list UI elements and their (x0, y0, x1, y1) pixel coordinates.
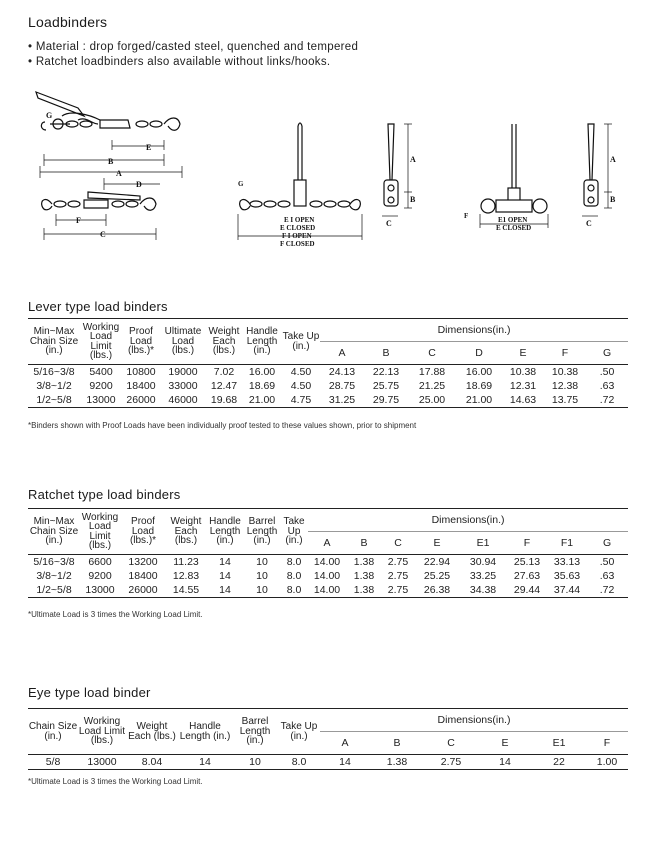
table-cell: 14.00 (308, 583, 346, 598)
lever-label-b: B (108, 157, 114, 166)
table-cell: 8.04 (126, 755, 178, 770)
table-cell: 22.94 (414, 555, 460, 570)
table-cell: 25.25 (423, 569, 451, 582)
table-cell: .72 (586, 393, 628, 408)
table-cell: 8.0 (280, 583, 308, 598)
ratchet-dim-header: B (360, 537, 368, 549)
table-cell: 21.25 (418, 379, 446, 392)
lever-header-handle: Handle Length (in.) (242, 319, 282, 365)
table-row (28, 583, 628, 598)
table-cell: 3/8~1/2 (36, 379, 72, 392)
bullet-ratchet-note: • Ratchet loadbinders also available without links/hooks. (28, 56, 331, 68)
ratchet-footnote: *Ultimate Load is 3 times the Working Load Limit. (28, 610, 203, 619)
table-cell: 14.55 (166, 583, 206, 598)
lever-spec-table (28, 318, 628, 408)
lever-label-g: G (46, 111, 53, 120)
table-cell: 1.38 (370, 755, 424, 770)
eye-header-takeup: Take Up (in.) (278, 709, 320, 755)
table-cell: 12.31 (509, 379, 537, 392)
table-cell: 31.25 (320, 393, 364, 408)
ratchet-label-f-closed: F CLOSED (280, 240, 315, 248)
table-cell: 26000 (120, 583, 166, 598)
table-cell: 18.69 (465, 379, 493, 392)
table-cell: 3/8~1/2 (36, 569, 72, 582)
lever-dim-header: F (561, 347, 569, 359)
lever-header-takeup: Take Up (in.) (282, 319, 320, 365)
table-cell: 13000 (78, 755, 126, 770)
eye-label-f: F (464, 212, 469, 220)
table-cell: 46000 (160, 393, 206, 408)
table-cell: 9200 (89, 379, 113, 392)
table-cell: .63 (599, 379, 615, 392)
table-cell: 12.38 (551, 379, 579, 392)
table-cell: 21.00 (456, 393, 502, 408)
lever-header-dimensions: Dimensions(in.) (320, 319, 628, 342)
ratchet-dim-header: F1 (560, 537, 574, 549)
table-cell: 19000 (160, 365, 206, 380)
ratchet-dim-header: E1 (476, 537, 490, 549)
table-cell: 14 (178, 755, 232, 770)
table-cell: 14 (219, 569, 231, 582)
ratchet-dim-header: E (433, 537, 441, 549)
ratchet-dim-header: C (394, 537, 402, 549)
table-cell: 10 (244, 555, 280, 570)
ratchet-label-g: G (238, 180, 244, 188)
table-cell: 4.50 (290, 379, 312, 392)
table-cell: 12.83 (172, 569, 200, 582)
table-cell: 9200 (88, 569, 112, 582)
eye-dim-header: C (447, 737, 455, 749)
table-cell: 8.0 (278, 755, 320, 770)
table-cell: 1/2~5/8 (28, 583, 80, 598)
table-cell: 18400 (126, 379, 156, 392)
lever-header-ultimate: Ultimate Load (lbs.) (160, 319, 206, 365)
table-cell: 12.47 (210, 379, 238, 392)
lever-label-a: A (116, 169, 122, 178)
table-cell: 25.75 (372, 379, 400, 392)
table-cell: 1.38 (346, 555, 382, 570)
eye-label-c: C (586, 219, 592, 228)
table-cell: 5/16~3/8 (28, 555, 80, 570)
eye-header-wll: Working Load Limit (lbs.) (78, 709, 126, 755)
table-cell: 10.38 (502, 365, 544, 380)
table-cell: 33000 (168, 379, 198, 392)
eye-binder-drawing (464, 124, 616, 232)
table-cell: 18.69 (248, 379, 276, 392)
table-cell: 17.88 (408, 365, 456, 380)
ratchet-table-body (28, 555, 628, 598)
table-cell: 16.00 (242, 365, 282, 380)
table-cell: 14 (320, 755, 370, 770)
table-cell: 37.44 (548, 583, 586, 598)
lever-dim-header: B (382, 347, 390, 359)
table-cell: .50 (586, 365, 628, 380)
table-cell: 4.75 (282, 393, 320, 408)
table-cell: 1.00 (586, 755, 628, 770)
table-cell: 19.68 (206, 393, 242, 408)
ratchet-header-handle: Handle Length (in.) (206, 509, 244, 555)
lever-table-body (28, 365, 628, 408)
ratchet-section-title: Ratchet type load binders (28, 487, 181, 502)
table-cell: 22.13 (364, 365, 408, 380)
lever-header-chain-size: Min~Max Chain Size (in.) (28, 319, 80, 365)
table-cell: 18400 (128, 569, 158, 582)
eye-header-weight: Weight Each (lbs.) (126, 709, 178, 755)
ratchet-header-chain-size: Min~Max Chain Size (in.) (28, 509, 80, 555)
table-cell: 13.75 (544, 393, 586, 408)
ratchet-label-c: C (386, 219, 392, 228)
table-cell: .72 (586, 583, 628, 598)
table-row (28, 555, 628, 570)
table-cell: 7.02 (206, 365, 242, 380)
table-cell: 16.00 (456, 365, 502, 380)
table-row (28, 379, 628, 393)
eye-label-b: B (610, 195, 616, 204)
table-cell: 14.63 (502, 393, 544, 408)
table-cell: 26000 (122, 393, 160, 408)
table-cell: 10 (232, 755, 278, 770)
table-cell: 5/8 (28, 755, 78, 770)
table-cell: 14 (478, 755, 532, 770)
ratchet-header-takeup: Take Up (in.) (280, 509, 308, 555)
table-cell: 2.75 (424, 755, 478, 770)
ratchet-label-a: A (410, 155, 416, 164)
table-cell: 25.00 (408, 393, 456, 408)
table-cell: 5400 (80, 365, 122, 380)
lever-header-proof: Proof Load (lbs.)* (122, 319, 160, 365)
table-cell: 2.75 (382, 555, 414, 570)
table-cell: 11.23 (166, 555, 206, 570)
eye-label-e1-open: E1 OPEN (498, 216, 528, 224)
table-cell: 24.13 (320, 365, 364, 380)
table-cell: 14.00 (313, 569, 341, 582)
page-title: Loadbinders (28, 14, 108, 30)
ratchet-spec-table (28, 508, 628, 598)
table-cell: 22 (532, 755, 586, 770)
ratchet-header-wll: Working Load Limit (lbs.) (80, 509, 120, 555)
table-cell: 6600 (80, 555, 120, 570)
table-cell: 1/2~5/8 (28, 393, 80, 408)
table-cell: .50 (586, 555, 628, 570)
table-cell: 13200 (120, 555, 166, 570)
table-row (28, 755, 628, 770)
lever-binder-drawing (36, 92, 182, 240)
ratchet-dim-header: A (323, 537, 331, 549)
table-cell: 13000 (80, 393, 122, 408)
lever-label-d: D (136, 180, 142, 189)
eye-dim-header: B (393, 737, 401, 749)
eye-footnote: *Ultimate Load is 3 times the Working Load Limit. (28, 777, 203, 786)
eye-dim-header: E1 (552, 737, 566, 749)
ratchet-dim-header: G (602, 537, 612, 549)
lever-dim-header: A (338, 347, 346, 359)
table-cell: 2.75 (382, 583, 414, 598)
table-cell: 10 (244, 583, 280, 598)
table-cell: 26.38 (414, 583, 460, 598)
lever-header-wll: Working Load Limit (lbs.) (80, 319, 122, 365)
table-cell: 8.0 (280, 555, 308, 570)
table-row (28, 569, 628, 583)
lever-footnote: *Binders shown with Proof Loads have been individually proof tested to these values shown, prior to shipment (28, 421, 417, 430)
table-cell: 14 (206, 583, 244, 598)
eye-section-title: Eye type load binder (28, 685, 151, 700)
bullet-material: • Material : drop forged/casted steel, quenched and tempered (28, 41, 359, 53)
table-cell: 21.00 (242, 393, 282, 408)
eye-dim-header: F (603, 737, 611, 749)
table-cell: 10.38 (544, 365, 586, 380)
eye-dim-header: E (501, 737, 509, 749)
lever-label-c: C (100, 230, 106, 239)
eye-header-chain-size: Chain Size (in.) (28, 709, 78, 755)
eye-label-a: A (610, 155, 616, 164)
table-cell: 14.00 (308, 555, 346, 570)
table-cell: 1.38 (353, 569, 375, 582)
table-cell: .63 (599, 569, 615, 582)
table-cell: 10 (256, 569, 268, 582)
lever-dim-header: C (428, 347, 436, 359)
table-cell: 25.13 (506, 555, 548, 570)
lever-header-weight: Weight Each (lbs.) (206, 319, 242, 365)
lever-label-e: E (146, 143, 152, 152)
eye-header-barrel: Barrel Length (in.) (232, 709, 278, 755)
eye-table-body (28, 755, 628, 770)
table-cell: 4.50 (282, 365, 320, 380)
eye-label-e-closed: E CLOSED (496, 224, 532, 232)
table-cell: 2.75 (387, 569, 409, 582)
ratchet-label-b: B (410, 195, 416, 204)
eye-spec-table (28, 708, 628, 770)
eye-header-dimensions: Dimensions(in.) (320, 709, 628, 732)
table-row (28, 393, 628, 408)
ratchet-binder-drawing (238, 123, 520, 248)
table-cell: 33.13 (548, 555, 586, 570)
ratchet-label-e1-open: E I OPEN (284, 216, 315, 224)
ratchet-label-e-closed: E CLOSED (280, 224, 316, 232)
lever-dim-header: E (519, 347, 527, 359)
eye-header-handle: Handle Length (in.) (178, 709, 232, 755)
table-cell: 34.38 (460, 583, 506, 598)
table-cell: 29.44 (506, 583, 548, 598)
table-cell: 1.38 (346, 583, 382, 598)
ratchet-header-dimensions: Dimensions(in.) (308, 509, 628, 532)
table-cell: 33.25 (469, 569, 497, 582)
table-cell: 29.75 (364, 393, 408, 408)
table-cell: 30.94 (460, 555, 506, 570)
table-cell: 27.63 (513, 569, 541, 582)
table-cell: 13000 (80, 583, 120, 598)
lever-dim-header: D (475, 347, 483, 359)
table-cell: 10800 (122, 365, 160, 380)
table-cell: 14 (206, 555, 244, 570)
ratchet-header-weight: Weight Each (lbs.) (166, 509, 206, 555)
table-cell: 28.75 (328, 379, 356, 392)
table-cell: 8.0 (286, 569, 302, 582)
ratchet-dim-header: F (523, 537, 531, 549)
ratchet-header-barrel: Barrel Length (in.) (244, 509, 280, 555)
table-row (28, 365, 628, 380)
table-cell: 5/16~3/8 (28, 365, 80, 380)
lever-section-title: Lever type load binders (28, 299, 168, 314)
binder-drawings (0, 80, 652, 260)
lever-dim-header: G (602, 347, 612, 359)
lever-label-f: F (76, 216, 81, 225)
ratchet-label-f1-open: F I OPEN (282, 232, 312, 240)
material-bullets (28, 40, 358, 70)
ratchet-header-proof: Proof Load (lbs.)* (120, 509, 166, 555)
eye-dim-header: A (341, 737, 349, 749)
table-cell: 35.63 (553, 569, 581, 582)
